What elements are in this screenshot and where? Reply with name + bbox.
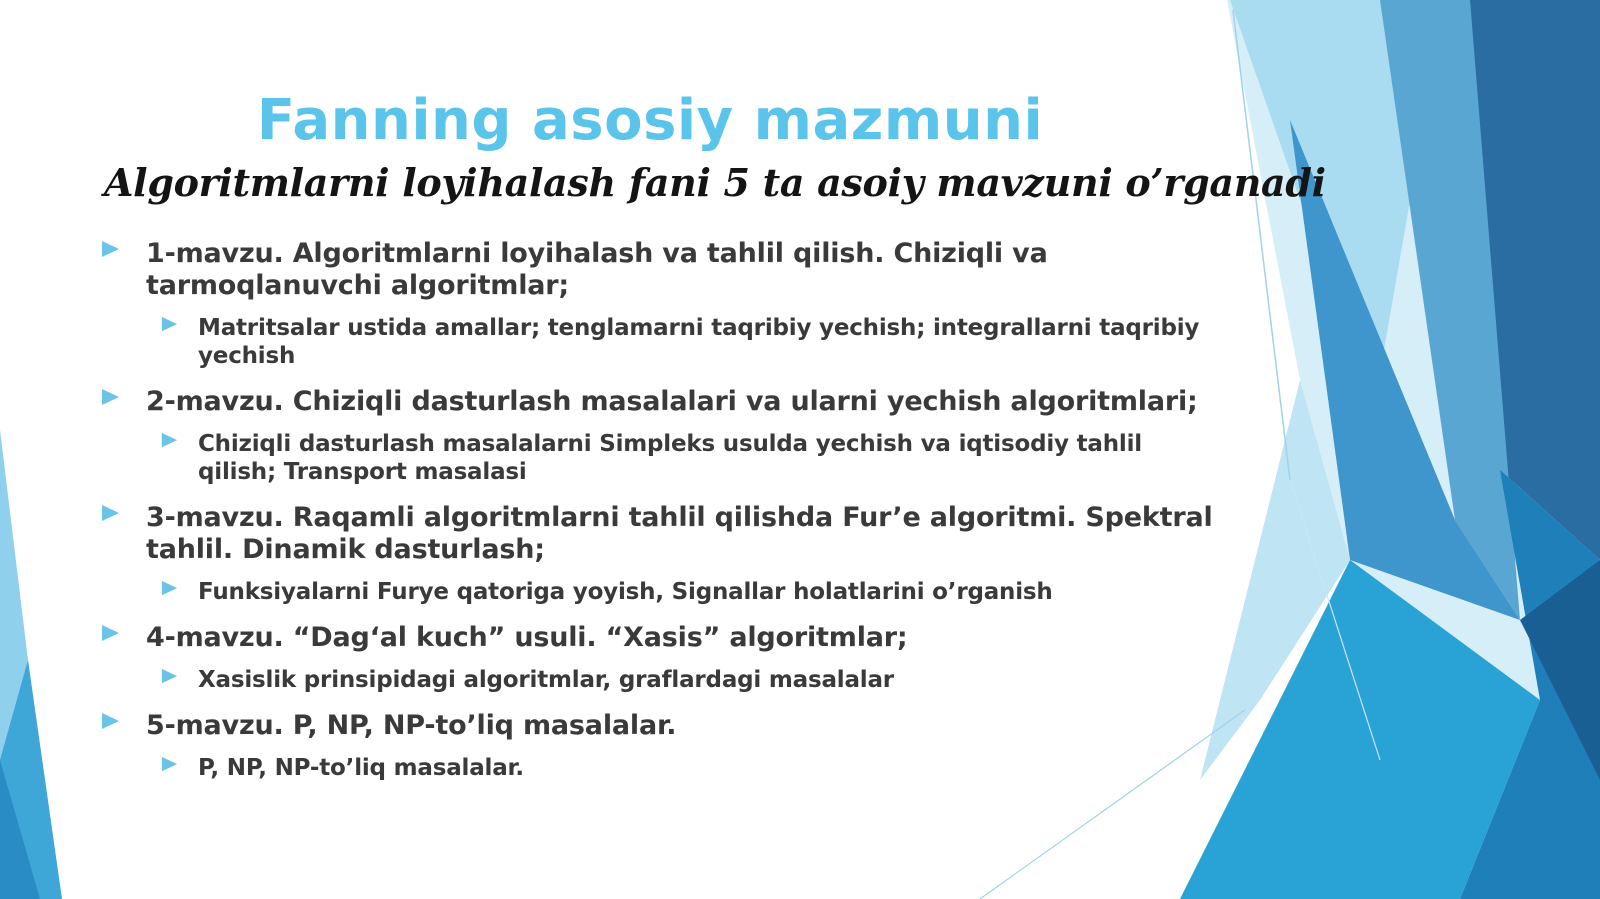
triangle-arrow-icon bbox=[160, 756, 178, 774]
topic-list bbox=[100, 238, 1220, 782]
triangle-arrow-icon bbox=[160, 432, 178, 450]
subtopic-item-1 bbox=[152, 314, 1220, 370]
subtopic-4-text: Xasislik prinsipidagi algoritmlar, graflardagi masalalar bbox=[198, 667, 894, 693]
triangle-arrow-icon bbox=[160, 580, 178, 598]
subtopic-5-text: P, NP, NP-to’liq masalalar. bbox=[198, 755, 524, 781]
subtopic-item-2 bbox=[152, 430, 1220, 486]
triangle-arrow-icon bbox=[100, 388, 120, 408]
topic-3-text: 3-mavzu. Raqamli algoritmlarni tahlil qilishda Fur’e algoritmi. Spektral tahlil. Dinamik dasturlash; bbox=[146, 502, 1213, 565]
subtopic-item-3 bbox=[152, 578, 1220, 606]
triangle-arrow-icon bbox=[100, 504, 120, 524]
subtopic-3-text: Funksiyalarni Furye qatoriga yoyish, Signallar holatlarini o’rganish bbox=[198, 579, 1053, 605]
triangle-arrow-icon bbox=[160, 668, 178, 686]
topic-item-5 bbox=[100, 710, 1220, 742]
subtopic-1-text: Matritsalar ustida amallar; tenglamarni taqribiy yechish; integrallarni taqribiy yechish bbox=[198, 315, 1200, 369]
topic-1-text: 1-mavzu. Algoritmlarni loyihalash va tahlil qilish. Chiziqli va tarmoqlanuvchi algoritmlar; bbox=[146, 238, 1048, 301]
slide-subtitle: Algoritmlarni loyihalash fani 5 ta asoiy mavzuni o’rganadi bbox=[104, 160, 1326, 205]
triangle-arrow-icon bbox=[100, 712, 120, 732]
subtopic-item-4 bbox=[152, 666, 1220, 694]
topic-item-3 bbox=[100, 502, 1220, 566]
triangle-arrow-icon bbox=[160, 316, 178, 334]
slide-title: Fanning asosiy mazmuni bbox=[256, 88, 1044, 153]
subtopic-item-5 bbox=[152, 754, 1220, 782]
subtopic-2-text: Chiziqli dasturlash masalalarni Simpleks usulda yechish va iqtisodiy tahlil qilish; Transport masalasi bbox=[198, 431, 1142, 485]
topic-item-4 bbox=[100, 622, 1220, 654]
topic-item-1 bbox=[100, 238, 1220, 302]
topic-item-2 bbox=[100, 386, 1220, 418]
topic-4-text: 4-mavzu. “Dag‘al kuch” usuli. “Xasis” algoritmlar; bbox=[146, 622, 908, 653]
triangle-arrow-icon bbox=[100, 624, 120, 644]
triangle-arrow-icon bbox=[100, 240, 120, 260]
topic-2-text: 2-mavzu. Chiziqli dasturlash masalalari va ularni yechish algoritmlari; bbox=[146, 386, 1198, 417]
topic-5-text: 5-mavzu. P, NP, NP-to’liq masalalar. bbox=[146, 710, 677, 741]
